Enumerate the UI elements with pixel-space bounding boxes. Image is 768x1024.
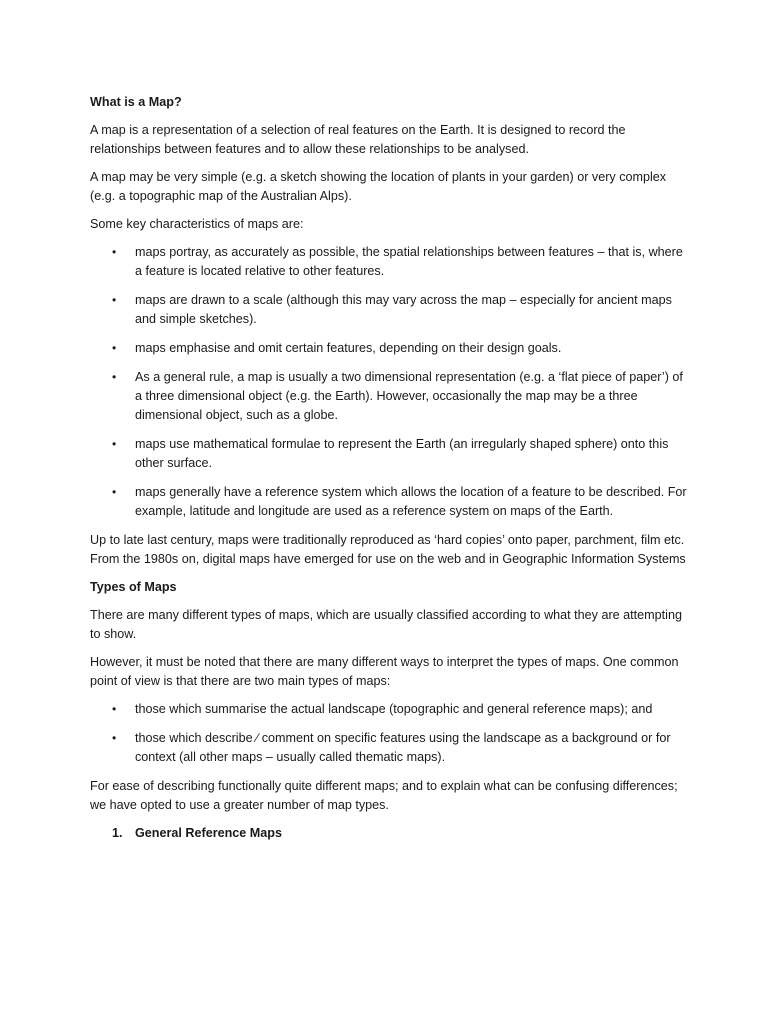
list-item — [90, 700, 690, 719]
document-page — [90, 93, 690, 843]
bullet-icon: • — [112, 370, 117, 384]
bullet-icon: • — [112, 485, 117, 499]
list-item-text: maps portray, as accurately as possible, the spatial relationships between features – that is, where a feature is located relative to other features. — [135, 245, 683, 278]
bullet-icon: • — [112, 702, 117, 716]
list-item — [90, 291, 690, 329]
bullet-icon: • — [112, 731, 117, 745]
list-item — [90, 243, 690, 281]
paragraph: There are many different types of maps, which are usually classified according to what they are attempting to show. — [90, 608, 682, 641]
list-item-text: those which summarise the actual landscape (topographic and general reference maps); and — [135, 702, 653, 716]
list-item — [90, 368, 690, 425]
bullet-icon: • — [112, 293, 117, 307]
list-item — [90, 339, 690, 358]
paragraph: For ease of describing functionally quite different maps; and to explain what can be confusing differences; we have opted to use a greater number of map types. — [90, 779, 678, 812]
list-item-text: As a general rule, a map is usually a two dimensional representation (e.g. a ‘flat piece of paper’) of a three dimensional object (e.g. the Earth). However, occasionally the map may be a three dimensional object, such as a globe. — [135, 370, 683, 422]
list-item — [90, 435, 690, 473]
numbered-heading-general-reference-maps — [90, 824, 690, 843]
bullet-icon: • — [112, 437, 117, 451]
paragraph: Up to late last century, maps were traditionally reproduced as ‘hard copies’ onto paper, parchment, film etc. From the 1980s on, digital maps have emerged for use on the web and in Geographic Information Systems — [90, 533, 686, 566]
list-item-text: maps emphasise and omit certain features, depending on their design goals. — [135, 341, 562, 355]
characteristics-list — [90, 243, 690, 521]
paragraph: Some key characteristics of maps are: — [90, 217, 304, 231]
list-item — [90, 729, 690, 767]
section-heading-types-of-maps: Types of Maps — [90, 580, 177, 594]
list-item-text: maps are drawn to a scale (although this may vary across the map – especially for ancient maps and simple sketches). — [135, 293, 672, 326]
bullet-icon: • — [112, 245, 117, 259]
map-types-list — [90, 700, 690, 767]
list-number: 1. — [112, 826, 123, 840]
paragraph: A map may be very simple (e.g. a sketch showing the location of plants in your garden) or very complex (e.g. a topographic map of the Australian Alps). — [90, 170, 667, 203]
list-item-text: those which describe ∕ comment on specific features using the landscape as a background or for context (all other maps – usually called thematic maps). — [135, 731, 671, 764]
paragraph: A map is a representation of a selection of real features on the Earth. It is designed to record the relationships between features and to allow these relationships to be analysed. — [90, 123, 626, 156]
numbered-heading-label: General Reference Maps — [135, 826, 282, 840]
section-heading-what-is-a-map: What is a Map? — [90, 95, 182, 109]
bullet-icon: • — [112, 341, 117, 355]
list-item-text: maps use mathematical formulae to represent the Earth (an irregularly shaped sphere) onto this other surface. — [135, 437, 669, 470]
list-item-text: maps generally have a reference system which allows the location of a feature to be described. For example, latitude and longitude are used as a reference system on maps of the Earth. — [135, 485, 687, 518]
list-item — [90, 483, 690, 521]
paragraph: However, it must be noted that there are many different ways to interpret the types of maps. One common point of view is that there are two main types of maps: — [90, 655, 679, 688]
